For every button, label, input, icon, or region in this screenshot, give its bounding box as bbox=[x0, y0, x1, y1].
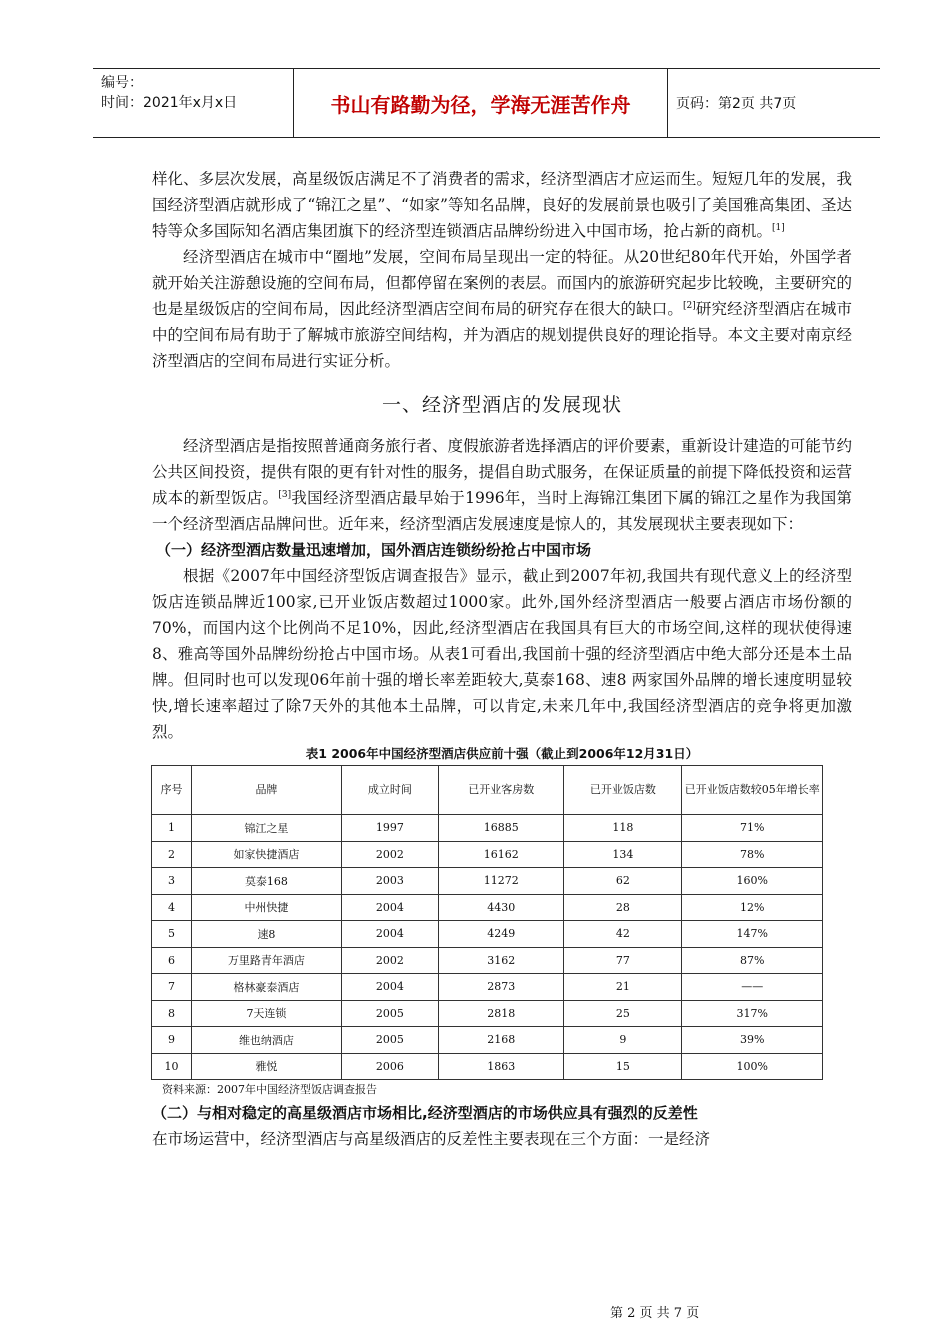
motto: 书山有路勤为径，学海无涯苦作舟 bbox=[293, 69, 668, 137]
table-row bbox=[152, 1027, 823, 1054]
table-cell: 15 bbox=[564, 1053, 682, 1080]
paragraph: 样化、多层次发展，高星级饭店满足不了消费者的需求，经济型酒店才应运而生。短短几年的发展，我国经济型酒店就形成了“锦江之星”、“如家”等知名品牌，良好的发展前景也吸引了美国雅高集团、圣达特等众多国际知名酒店集团旗下的经济型连锁酒店品牌纷纷进入中国市场，抢占新的商机。[1] bbox=[152, 170, 852, 240]
table-cell: 9 bbox=[564, 1027, 682, 1054]
table-cell: 317% bbox=[682, 1000, 823, 1027]
table-cell: 2005 bbox=[341, 1000, 438, 1027]
column-header: 成立时间 bbox=[341, 766, 438, 815]
table-cell: 锦江之星 bbox=[192, 815, 342, 842]
table-row bbox=[152, 947, 823, 974]
data-table bbox=[151, 765, 823, 1080]
table-cell: 62 bbox=[564, 868, 682, 895]
table-source: 资料来源：2007年中国经济型饭店调查报告 bbox=[162, 1083, 377, 1096]
table-cell: 3 bbox=[152, 868, 192, 895]
page-label: 页码：第2页 共7页 bbox=[676, 96, 797, 112]
table-cell: 雅悦 bbox=[192, 1053, 342, 1080]
table-cell: 2004 bbox=[341, 974, 438, 1001]
header-meta bbox=[101, 73, 237, 113]
column-header: 已开业饭店数 bbox=[564, 766, 682, 815]
table-cell: 维也纳酒店 bbox=[192, 1027, 342, 1054]
table-caption: 表1 2006年中国经济型酒店供应前十强（截止到2006年12月31日） bbox=[305, 746, 699, 761]
table-row bbox=[152, 974, 823, 1001]
section-title: 一、经济型酒店的发展现状 bbox=[381, 394, 622, 416]
table-row bbox=[152, 868, 823, 895]
table-cell: —— bbox=[682, 974, 823, 1001]
table-cell: 2 bbox=[152, 841, 192, 868]
document-body bbox=[152, 166, 852, 1152]
table-cell: 87% bbox=[682, 947, 823, 974]
table-cell: 4430 bbox=[439, 894, 564, 921]
table-cell: 格林豪泰酒店 bbox=[192, 974, 342, 1001]
table-cell: 2004 bbox=[341, 894, 438, 921]
subsection-title: （二）与相对稳定的高星级酒店市场相比,经济型酒店的市场供应具有强烈的反差性 bbox=[152, 1104, 698, 1122]
table-cell: 4249 bbox=[439, 921, 564, 948]
table-cell: 28 bbox=[564, 894, 682, 921]
table-cell: 9 bbox=[152, 1027, 192, 1054]
table-cell: 6 bbox=[152, 947, 192, 974]
table-cell: 1997 bbox=[341, 815, 438, 842]
table-cell: 77 bbox=[564, 947, 682, 974]
table-cell: 万里路青年酒店 bbox=[192, 947, 342, 974]
table-cell: 147% bbox=[682, 921, 823, 948]
table-cell: 2818 bbox=[439, 1000, 564, 1027]
table-cell: 100% bbox=[682, 1053, 823, 1080]
table-row bbox=[152, 894, 823, 921]
table-cell: 16885 bbox=[439, 815, 564, 842]
table-cell: 7 bbox=[152, 974, 192, 1001]
table-cell: 2006 bbox=[341, 1053, 438, 1080]
table-cell: 10 bbox=[152, 1053, 192, 1080]
table-cell: 78% bbox=[682, 841, 823, 868]
citation: [1] bbox=[772, 222, 785, 233]
paragraph: 在市场运营中，经济型酒店与高星级酒店的反差性主要表现在三个方面：一是经济 bbox=[152, 1130, 711, 1148]
table-cell: 中州快捷 bbox=[192, 894, 342, 921]
table-cell: 118 bbox=[564, 815, 682, 842]
table-cell: 160% bbox=[682, 868, 823, 895]
table-row bbox=[152, 1053, 823, 1080]
subsection-title: （一）经济型酒店数量迅速增加，国外酒店连锁纷纷抢占中国市场 bbox=[156, 541, 592, 559]
table-cell: 7天连锁 bbox=[192, 1000, 342, 1027]
table-cell: 25 bbox=[564, 1000, 682, 1027]
column-header: 已开业饭店数较05年增长率 bbox=[682, 766, 823, 815]
paragraph: 经济型酒店在城市中“圈地”发展，空间布局呈现出一定的特征。从20世纪80年代开始，外国学者就开始关注游憩设施的空间布局，但都停留在案例的表层。而国内的旅游研究起步比较晚，主要研究的也是星级饭店的空间布局，因此经济型酒店空间布局的研究存在很大的缺口。[2]研究经济型酒店在城市中的空间布局有助于了解城市旅游空间结构，并为酒店的规划提供良好的理论指导。本文主要对南京经济型酒店的空间布局进行实证分析。 bbox=[152, 248, 852, 370]
table-header-row bbox=[152, 766, 823, 815]
table-cell: 莫泰168 bbox=[192, 868, 342, 895]
table-cell: 12% bbox=[682, 894, 823, 921]
table-cell: 2003 bbox=[341, 868, 438, 895]
page-header bbox=[93, 68, 880, 138]
table-cell: 42 bbox=[564, 921, 682, 948]
table-cell: 2168 bbox=[439, 1027, 564, 1054]
citation: [2] bbox=[683, 300, 696, 311]
column-header: 序号 bbox=[152, 766, 192, 815]
table-cell: 如家快捷酒店 bbox=[192, 841, 342, 868]
page-footer: 第 2 页 共 7 页 bbox=[610, 1306, 700, 1321]
table-cell: 71% bbox=[682, 815, 823, 842]
table-cell: 39% bbox=[682, 1027, 823, 1054]
time-label: 时间：2021年x月x日 bbox=[101, 95, 238, 111]
table-row bbox=[152, 841, 823, 868]
table-cell: 3162 bbox=[439, 947, 564, 974]
table-cell: 5 bbox=[152, 921, 192, 948]
table-row bbox=[152, 1000, 823, 1027]
table-cell: 11272 bbox=[439, 868, 564, 895]
table-cell: 速8 bbox=[192, 921, 342, 948]
table-cell: 1863 bbox=[439, 1053, 564, 1080]
paragraph: 经济型酒店是指按照普通商务旅行者、度假旅游者选择酒店的评价要素，重新设计建造的可能节约公共区间投资，提供有限的更有针对性的服务，提倡自助式服务，在保证质量的前提下降低投资和运营成本的新型饭店。[3]我国经济型酒店最早始于1996年，当时上海锦江集团下属的锦江之星作为我国第一个经济型酒店品牌问世。近年来，经济型酒店发展速度是惊人的，其发展现状主要表现如下： bbox=[152, 437, 852, 533]
paragraph: 根据《2007年中国经济型饭店调查报告》显示，截止到2007年初,我国共有现代意义上的经济型饭店连锁品牌近100家,已开业饭店数超过1000家。此外,国外经济型酒店一般要占酒店市场份额的70%，而国内这个比例尚不足10%，因此,经济型酒店在我国具有巨大的市场空间,这样的现状使得速8、雅高等国外品牌纷纷抢占中国市场。从表1可看出,我国前十强的经济型酒店中绝大部分还是本土品牌。但同时也可以发现06年前十强的增长率差距较大,莫泰168、速8 两家国外品牌的增长速度明显较快,增长速率超过了除7天外的其他本土品牌，可以肯定,未来几年中,我国经济型酒店的竞争将更加激烈。 bbox=[152, 567, 852, 741]
table-cell: 134 bbox=[564, 841, 682, 868]
table-cell: 2004 bbox=[341, 921, 438, 948]
table-cell: 21 bbox=[564, 974, 682, 1001]
table-cell: 1 bbox=[152, 815, 192, 842]
number-label: 编号： bbox=[101, 75, 143, 91]
citation: [3] bbox=[278, 489, 292, 500]
table-cell: 16162 bbox=[439, 841, 564, 868]
table-cell: 8 bbox=[152, 1000, 192, 1027]
table-cell: 4 bbox=[152, 894, 192, 921]
table-row bbox=[152, 921, 823, 948]
table-cell: 2873 bbox=[439, 974, 564, 1001]
table-cell: 2002 bbox=[341, 947, 438, 974]
table-cell: 2005 bbox=[341, 1027, 438, 1054]
column-header: 品牌 bbox=[192, 766, 342, 815]
column-header: 已开业客房数 bbox=[439, 766, 564, 815]
table-row bbox=[152, 815, 823, 842]
table-cell: 2002 bbox=[341, 841, 438, 868]
